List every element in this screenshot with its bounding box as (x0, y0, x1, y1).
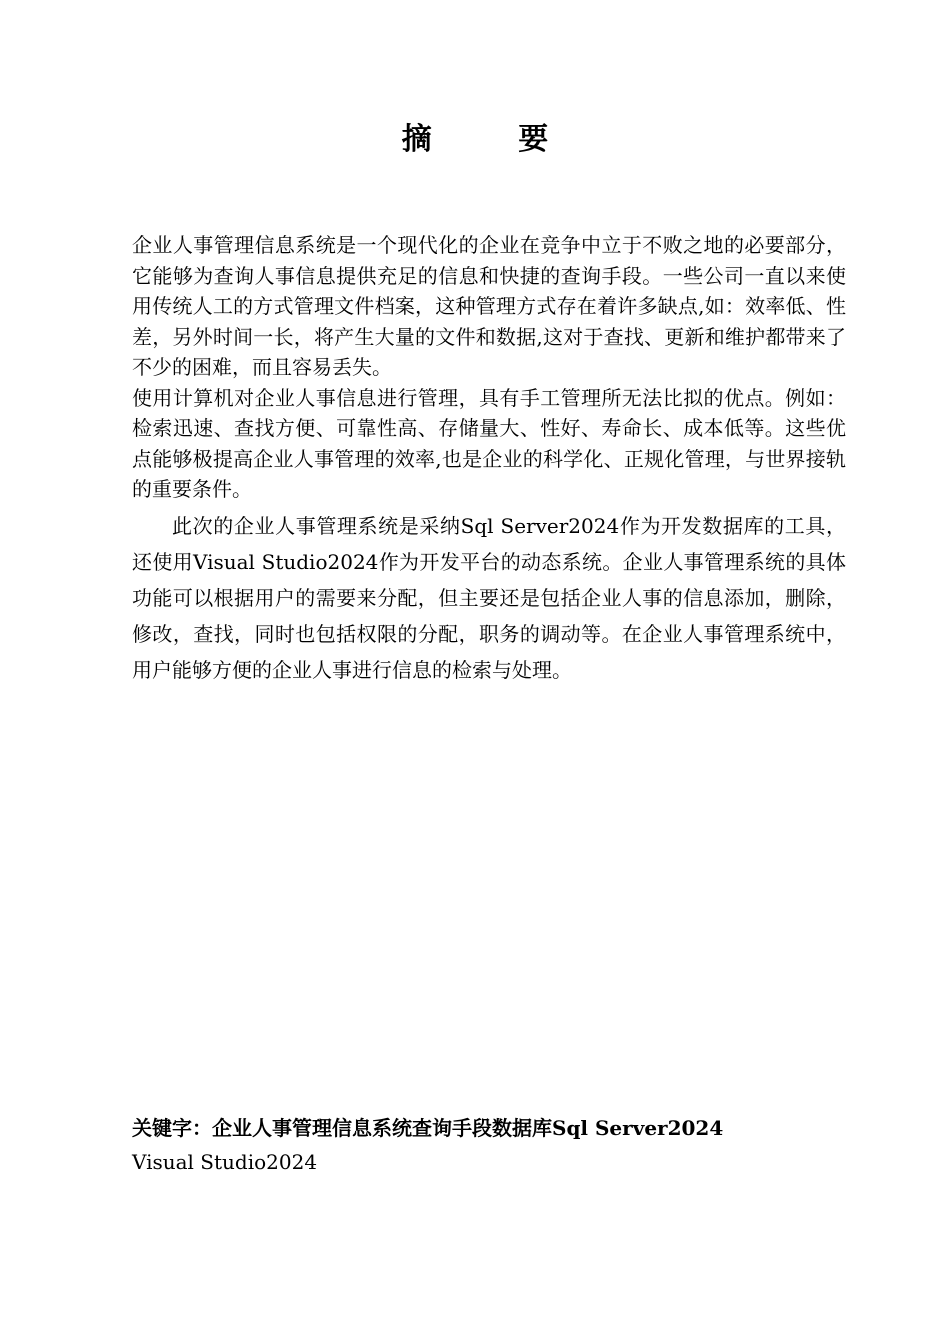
abstract-paragraph-3: 此次的企业人事管理系统是采纳Sql Server2024作为开发数据库的工具，还使用Visual Studio2024作为开发平台的动态系统。企业人事管理系统的具体功能可以根据用户的需要来分配，但主要还是包括企业人事的信息添加，删除，修改，查找，同时也包括权限的分配，职务的调动等。在企业人事管理系统中，用户能够方便的企业人事进行信息的检索与处理。 (132, 513, 846, 682)
keywords-label: 关键字： (132, 1116, 212, 1140)
keywords-line-2: Visual Studio2024 (132, 1150, 318, 1174)
keywords-block (132, 1111, 852, 1179)
abstract-body (132, 230, 846, 688)
keywords-line-1: 企业人事管理信息系统查询手段数据库Sql Server2024 (212, 1116, 724, 1140)
page-title: 摘 要 (401, 122, 587, 157)
abstract-paragraph-1: 企业人事管理信息系统是一个现代化的企业在竞争中立于不败之地的必要部分，它能够为查询人事信息提供充足的信息和快捷的查询手段。一些公司一直以来使用传统人工的方式管理文件档案，这种管理方式存在着许多缺点,如：效率低、性差，另外时间一长，将产生大量的文件和数据,这对于查找、更新和维护都带来了不少的困难，而且容易丢失。 (132, 233, 846, 379)
abstract-paragraph-2: 使用计算机对企业人事信息进行管理，具有手工管理所无法比拟的优点。例如：检索迅速、查找方便、可靠性高、存储量大、性好、寿命长、成本低等。这些优点能够极提高企业人事管理的效率,也是企业的科学化、正规化管理，与世界接轨的重要条件。 (132, 385, 846, 501)
